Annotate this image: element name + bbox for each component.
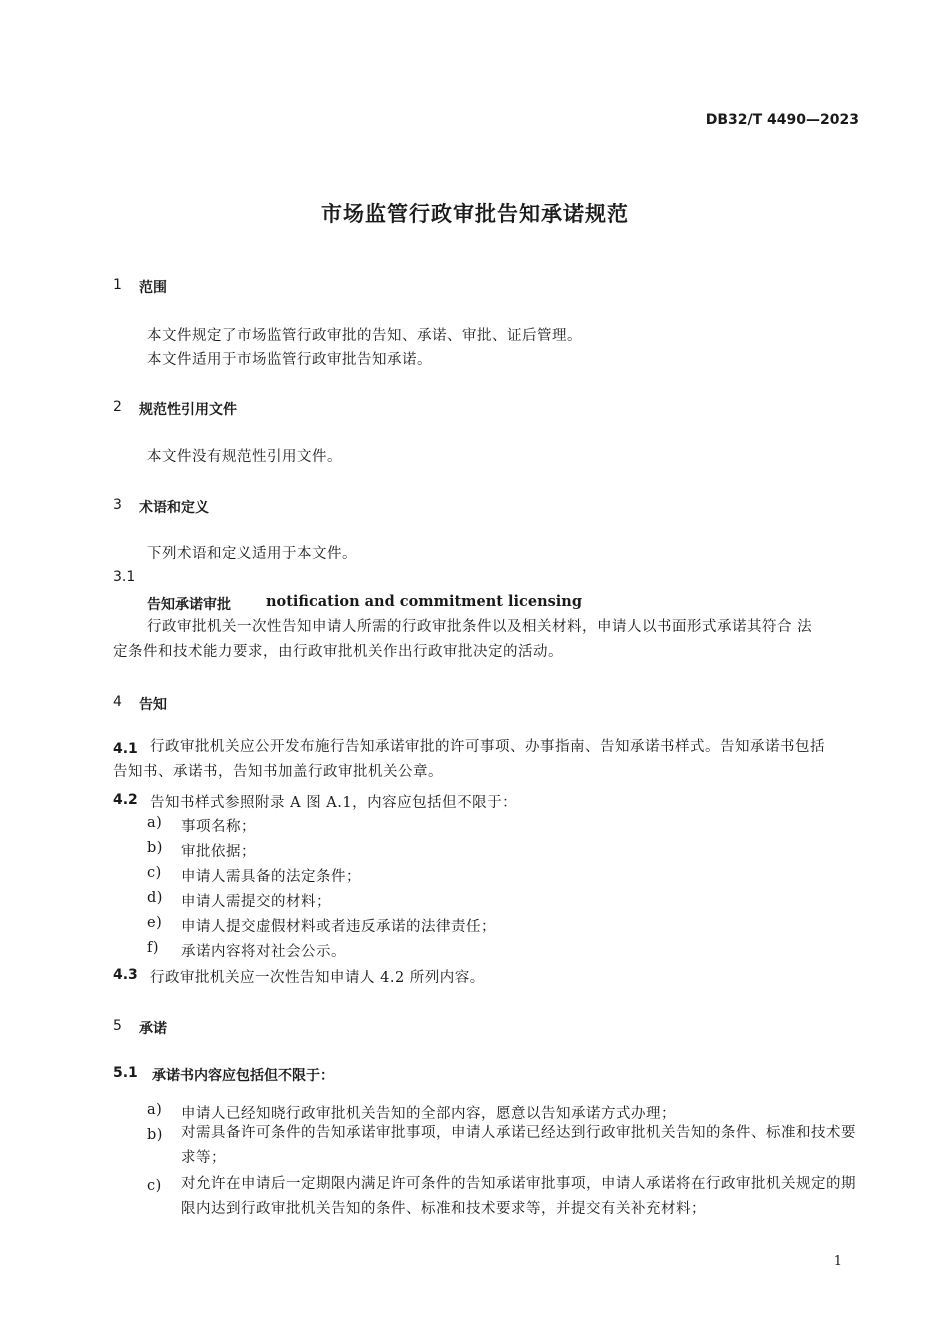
list-item-label: a) (147, 1102, 163, 1118)
term-number: 3.1 (113, 569, 136, 585)
clause-4-1-text: 行政审批机关应公开发布施行告知承诺审批的许可事项、办事指南、告知承诺书样式。告知承诺书包括告知书、承诺书，告知书加盖行政审批机关公章。 (113, 739, 825, 780)
section-4-title: 告知 (139, 697, 167, 713)
clause-4-3-number: 4.3 (113, 967, 138, 983)
list-item-label: f) (147, 940, 160, 956)
page-title: 市场监管行政审批告知承诺规范 (321, 202, 629, 226)
section-1-para-2: 本文件适用于市场监管行政审批告知承诺。 (147, 352, 432, 368)
section-1-title: 范围 (139, 280, 167, 296)
list-item-text: 承诺内容将对社会公示。 (181, 944, 346, 960)
list-item-label: d) (147, 890, 163, 906)
section-3-number: 3 (113, 497, 122, 513)
clause-4-3-text: 行政审批机关应一次性告知申请人 4.2 所列内容。 (150, 970, 485, 986)
standard-code: DB32/T 4490—2023 (705, 112, 859, 128)
section-5-title: 承诺 (139, 1021, 167, 1037)
section-2-para-1: 本文件没有规范性引用文件。 (147, 449, 342, 465)
list-item-label: e) (147, 915, 163, 931)
clause-4-2-number: 4.2 (113, 792, 138, 808)
section-2-title: 规范性引用文件 (139, 402, 237, 418)
list-item-label: a) (147, 815, 163, 831)
term-chinese: 告知承诺审批 (147, 597, 231, 613)
list-item-text: 审批依据； (181, 844, 256, 860)
list-item-text: 对需具备许可条件的告知承诺审批事项，申请人承诺已经达到行政审批机关告知的条件、标准和技术要求等； (181, 1125, 856, 1166)
list-item-text: 申请人需提交的材料； (181, 894, 331, 910)
list-item-text: 申请人需具备的法定条件； (181, 869, 361, 885)
term-english: notification and commitment licensing (266, 593, 582, 610)
section-5-number: 5 (113, 1018, 122, 1034)
term-definition: 行政审批机关一次性告知申请人所需的行政审批条件以及相关材料，申请人以书面形式承诺其符合 法定条件和技术能力要求，由行政审批机关作出行政审批决定的活动。 (113, 619, 813, 660)
clause-5-1-number: 5.1 (113, 1065, 138, 1081)
clause-4-2-text: 告知书样式参照附录 A 图 A.1，内容应包括但不限于： (150, 795, 518, 811)
list-item-label: c) (147, 865, 162, 881)
list-item-label: c) (147, 1178, 162, 1194)
section-3-para-1: 下列术语和定义适用于本文件。 (147, 546, 357, 562)
section-1-para-1: 本文件规定了市场监管行政审批的告知、承诺、审批、证后管理。 (147, 328, 582, 344)
list-item-text: 申请人已经知晓行政审批机关告知的全部内容，愿意以告知承诺方式办理； (181, 1106, 676, 1122)
clause-5-1-text: 承诺书内容应包括但不限于： (152, 1068, 334, 1084)
section-1-number: 1 (113, 277, 122, 293)
list-item-text: 申请人提交虚假材料或者违反承诺的法律责任； (181, 919, 496, 935)
page-number: 1 (833, 1254, 842, 1269)
section-2-number: 2 (113, 399, 122, 415)
list-item-label: b) (147, 840, 163, 856)
section-4-number: 4 (113, 694, 122, 710)
clause-4-1-number: 4.1 (113, 741, 138, 757)
list-item-text: 对允许在申请后一定期限内满足许可条件的告知承诺审批事项，申请人承诺将在行政审批机关规定的期限内达到行政审批机关告知的条件、标准和技术要求等，并提交有关补充材料； (181, 1176, 856, 1217)
section-3-title: 术语和定义 (139, 500, 209, 516)
list-item-text: 事项名称； (181, 819, 256, 835)
list-item-label: b) (147, 1127, 163, 1143)
